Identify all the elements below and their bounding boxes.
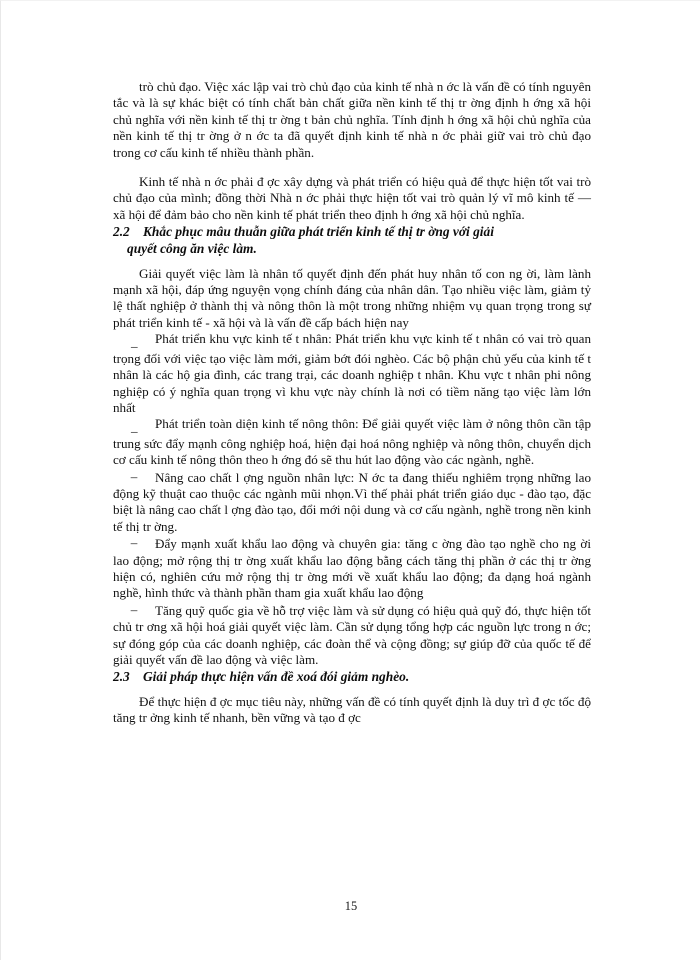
- heading-section-2-3: [113, 668, 591, 685]
- paragraph-intro-state-economy: trò chủ đạo. Việc xác lập vai trò chủ đạo của kinh tế nhà n ớc là vấn đề có tính nguyên tắc và là sự khác biệt có tính chất bản chất giữa nền kinh tế thị tr ờng định h ớng xã hội chủ nghĩa với nền kinh tế thị tr ờng t bản chủ nghĩa. Tính định h ớng xã hội chủ nghĩa của nền kinh tế thị tr ờng ở n ớc ta đã quyết định kinh tế nhà n ớc phải giữ vai trò chủ đạo trong cơ cấu kinh tế nhiều thành phần.: [113, 79, 591, 160]
- heading-2-2-number: 2.2: [113, 224, 130, 240]
- bullet-marker-icon: _: [130, 334, 138, 350]
- heading-2-3-line-1: Giải pháp thực hiện vấn đề xoá đói giảm nghèo.: [143, 669, 410, 685]
- heading-2-2-line-1: Khắc phục mâu thuẫn giữa phát triển kinh tế thị tr ờng với giải: [143, 224, 494, 240]
- paragraph-poverty-reduction-goal: Để thực hiện đ ợc mục tiêu này, những vấn đề có tính quyết định là duy trì đ ợc tốc độ tăng tr ởng kinh tế nhanh, bền vững và tạo đ ợc: [113, 693, 591, 726]
- bullet-item-national-fund: [113, 602, 591, 669]
- bullet-marker-icon: –: [130, 535, 138, 551]
- bullet-item-human-resources-text: Nâng cao chất l ợng nguồn nhân lực: N ớc ta đang thiếu nghiêm trọng những lao động kỹ thuật cao thuộc các ngành mũi nhọn.Vì thế phải phát triển giáo dục - đào tạo, đặc biệt là nâng cao chất l ợng đào tạo, đổi mới nội dung và cơ cấu ngành, nghề trong nền kinh tế thị tr ờng.: [113, 469, 591, 534]
- page-content: [113, 79, 591, 726]
- bullet-marker-icon: –: [130, 468, 138, 484]
- bullet-item-national-fund-text: Tăng quỹ quốc gia về hỗ trợ việc làm và sử dụng có hiệu quả quỹ đó, thực hiện tốt chủ tr ơng xã hội hoá giải quyết việc làm. Cần sử dụng tổng hợp các nguồn lực trong n ớc; sự đóng góp của các doanh nghiệp, các đoàn thể và cộng đồng; sự giúp đỡ của quốc tế để giải quyết vấn đề lao động và việc làm.: [113, 602, 591, 667]
- bullet-marker-icon: –: [130, 601, 138, 617]
- bullet-item-rural-economy: [113, 416, 591, 468]
- paragraph-employment-factor: Giải quyết việc làm là nhân tố quyết định đến phát huy nhân tố con ng ời, làm lành mạnh xã hội, đáp ứng nguyện vọng chính đáng của nhân dân. Tạo nhiều việc làm, giảm tỷ lệ thất nghiệp ở thành thị và nông thôn là một trong những nhiệm vụ quan trọng trong sự phát triển kinh tế - xã hội và là vấn đề cấp bách hiện nay: [113, 265, 591, 330]
- heading-section-2-2: [113, 223, 591, 257]
- heading-2-3-number: 2.3: [113, 669, 130, 685]
- bullet-item-labor-export-text: Đẩy mạnh xuất khẩu lao động và chuyên gia: tăng c ờng đào tạo nghề cho ng ời lao động; mở rộng thị tr ờng xuất khẩu lao động bằng cách tăng thị phần ở các thị tr ờng hiện có, nghiên cứu mở rộng thị tr ờng mới về xuất khẩu lao động; đa dạng hoá ngành nghề, hình thức và thành phần tham gia xuất khẩu lao động: [113, 536, 591, 601]
- bullet-item-human-resources: [113, 469, 591, 536]
- paragraph-state-economy-development: Kinh tế nhà n ớc phải đ ợc xây dựng và phát triển có hiệu quả để thực hiện tốt vai trò chủ đạo của mình; đồng thời Nhà n ớc phải thực hiện tốt vai trò quản lý vĩ mô kinh tế — xã hội để đảm bảo cho nền kinh tế phát triển theo định h ớng xã hội chủ nghĩa.: [113, 174, 591, 222]
- bullet-item-rural-economy-text: Phát triển toàn diện kinh tế nông thôn: Để giải quyết việc làm ở nông thôn cần tập trung sức đẩy mạnh công nghiệp hoá, hiện đại hoá nông nghiệp và nông thôn, chuyển dịch cơ cấu kinh tế nông thôn theo h ớng đó sẽ thu hút lao động vào các ngành, nghề.: [113, 416, 591, 468]
- heading-2-2-line-2: quyết công ăn việc làm.: [127, 241, 257, 257]
- bullet-marker-icon: _: [130, 419, 138, 435]
- bullet-item-private-sector: [113, 331, 591, 416]
- bullet-item-private-sector-text: Phát triển khu vực kinh tế t nhân: Phát triển khu vực kinh tế t nhân có vai trò quan trọng đối với việc tạo việc làm mới, giảm bớt đói nghèo. Các bộ phận chủ yếu của kinh tế t nhân là các hộ gia đình, các trang trại, các doanh nghiệp t nhân. Khu vực t nhân phi nông nghiệp có ý nghĩa quan trọng vì khu vực này chính là nơi có tiềm năng tạo việc làm lớn nhất: [113, 331, 591, 415]
- bullet-item-labor-export: [113, 535, 591, 602]
- page-number: 15: [344, 899, 358, 913]
